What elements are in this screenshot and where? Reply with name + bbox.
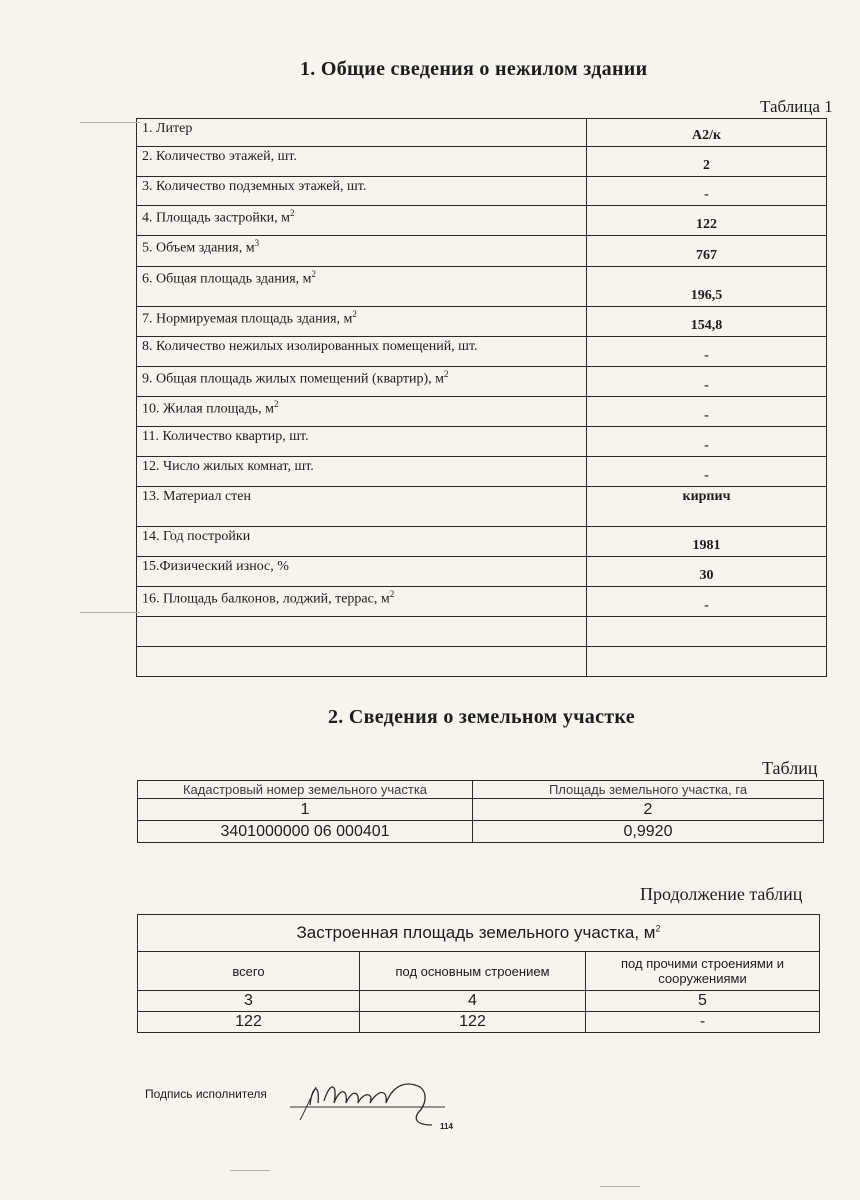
row-value: 767 <box>587 236 827 267</box>
row-value: - <box>587 367 827 397</box>
row-label: 2. Количество этажей, шт. <box>137 147 587 177</box>
row-label: 15.Физический износ, % <box>137 557 587 587</box>
row-label: 9. Общая площадь жилых помещений (квартир), $м^2$ <box>137 367 587 397</box>
table-row <box>137 457 827 487</box>
empty-cell <box>587 617 827 647</box>
table-row <box>137 427 827 457</box>
empty-row <box>137 647 827 677</box>
row-label: 3. Количество подземных этажей, шт. <box>137 177 587 206</box>
built-area-title: Застроенная площадь земельного участка, $м^2$ <box>138 915 820 952</box>
row-value: - <box>587 457 827 487</box>
row-value: 196,5 <box>587 267 827 307</box>
row-value: 1981 <box>587 527 827 557</box>
table-1-caption: Таблица 1 <box>760 97 833 116</box>
other-buildings-area-value: - <box>586 1012 820 1033</box>
row-label: 7. Нормируемая площадь здания, $м^2$ <box>137 307 587 337</box>
row-label: 12. Число жилых комнат, шт. <box>137 457 587 487</box>
row-label: 1. Литер <box>137 119 587 147</box>
row-value: - <box>587 337 827 367</box>
row-value: - <box>587 177 827 206</box>
row-label: 13. Материал стен <box>137 487 587 527</box>
table-row <box>137 487 827 527</box>
table-row <box>137 267 827 307</box>
empty-row <box>137 617 827 647</box>
table-row <box>137 307 827 337</box>
column-number: 4 <box>360 991 586 1012</box>
column-number: 5 <box>586 991 820 1012</box>
table-row <box>137 587 827 617</box>
empty-cell <box>137 647 587 677</box>
header-cadastral-number: Кадастровый номер земельного участка <box>138 781 473 799</box>
empty-cell <box>137 617 587 647</box>
row-label: 14. Год постройки <box>137 527 587 557</box>
row-value: - <box>587 427 827 457</box>
scan-mark <box>230 1170 270 1171</box>
row-value: 2 <box>587 147 827 177</box>
built-area-table <box>137 914 820 1033</box>
table-row <box>137 337 827 367</box>
row-value: 154,8 <box>587 307 827 337</box>
table-continuation-caption: Продолжение таблиц <box>640 884 803 904</box>
table-row <box>137 557 827 587</box>
table-row <box>137 147 827 177</box>
land-plot-table <box>137 780 824 843</box>
scan-line <box>80 612 140 613</box>
header-plot-area: Площадь земельного участка, га <box>473 781 824 799</box>
table-row <box>137 527 827 557</box>
row-value: 30 <box>587 557 827 587</box>
row-value: 122 <box>587 206 827 236</box>
row-label: 10. Жилая площадь, $м^2$ <box>137 397 587 427</box>
row-value: кирпич <box>587 487 827 527</box>
header-main-building: под основным строением <box>360 952 586 991</box>
table-row <box>137 177 827 206</box>
row-label: 16. Площадь балконов, лоджий, террас, $м^2$ <box>137 587 587 617</box>
handwritten-signature <box>290 1075 460 1135</box>
page-number: 114 <box>440 1122 453 1131</box>
scan-mark <box>600 1186 640 1187</box>
scan-line <box>80 122 140 123</box>
plot-area-value: 0,9920 <box>473 821 824 843</box>
table-2-caption: Таблиц <box>762 758 818 778</box>
table-row <box>137 397 827 427</box>
row-label: 8. Количество нежилых изолированных помещений, шт. <box>137 337 587 367</box>
column-number: 2 <box>473 799 824 821</box>
table-row <box>137 119 827 147</box>
column-number: 1 <box>138 799 473 821</box>
total-area-value: 122 <box>138 1012 360 1033</box>
section-2-title: 2. Сведения о земельном участке <box>328 706 635 728</box>
header-other-buildings: под прочими строениями и сооружениями <box>586 952 820 991</box>
row-value: - <box>587 397 827 427</box>
main-building-area-value: 122 <box>360 1012 586 1033</box>
row-label: 6. Общая площадь здания, $м^2$ <box>137 267 587 307</box>
section-1-title: 1. Общие сведения о нежилом здании <box>300 58 648 80</box>
table-row <box>137 206 827 236</box>
signature-label: Подпись исполнителя <box>145 1087 267 1101</box>
table-row <box>137 236 827 267</box>
table-row <box>137 367 827 397</box>
row-label: 4. Площадь застройки, $м^2$ <box>137 206 587 236</box>
empty-cell <box>587 647 827 677</box>
row-value: А2/к <box>587 119 827 147</box>
column-number: 3 <box>138 991 360 1012</box>
cadastral-number-value: 3401000000 06 000401 <box>138 821 473 843</box>
row-label: 11. Количество квартир, шт. <box>137 427 587 457</box>
header-total: всего <box>138 952 360 991</box>
building-info-table <box>136 118 827 677</box>
row-value: - <box>587 587 827 617</box>
row-label: 5. Объем здания, $м^3$ <box>137 236 587 267</box>
